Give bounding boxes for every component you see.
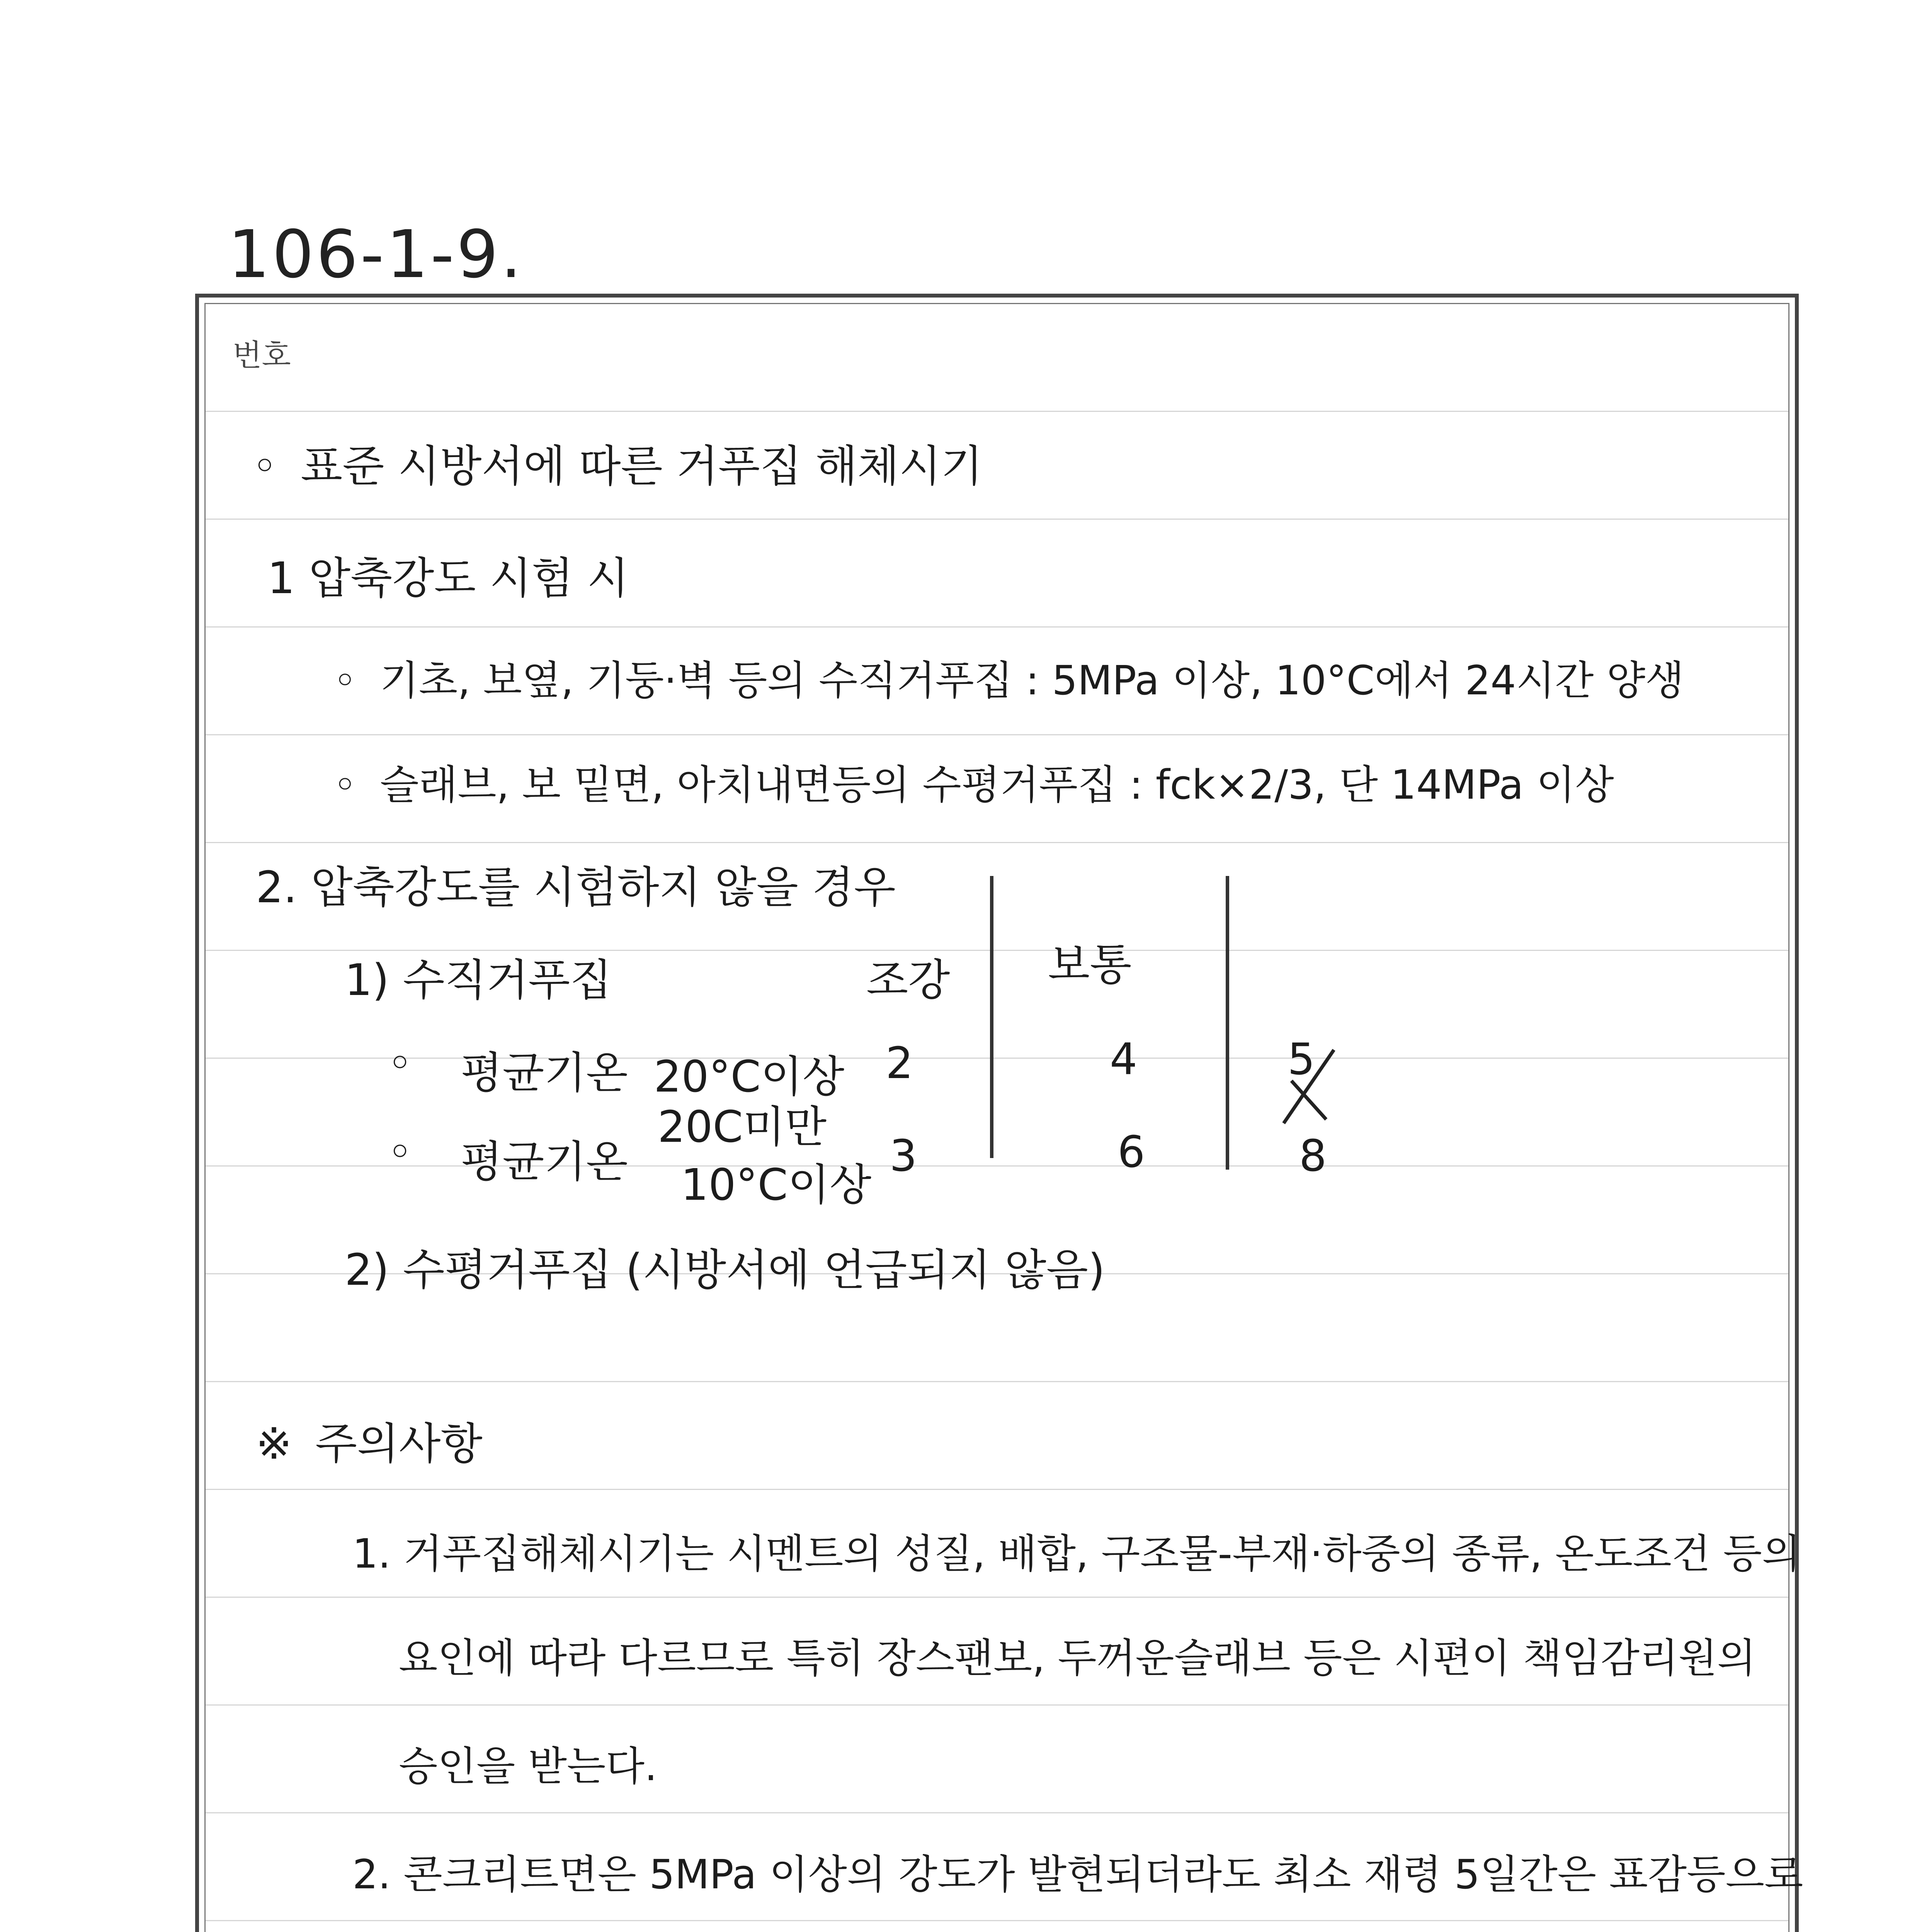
crossed-value-top: 5 [1288, 1034, 1315, 1085]
title-line [252, 432, 983, 494]
bullet-icon: ◦ [333, 657, 357, 704]
row2-normal: 6 [1118, 1127, 1145, 1177]
crossed-value-bottom: 8 [1299, 1131, 1327, 1181]
bullet-icon: ◦ [333, 761, 357, 808]
row2-condition-line1: 20C미만 [658, 1102, 827, 1152]
row2-condition-line2: 10°C이상 [681, 1160, 872, 1210]
notes-heading [256, 1409, 483, 1471]
section2-heading: 2. 압축강도를 시험하지 않을 경우 [256, 862, 896, 913]
box-label: 번호 [233, 338, 291, 373]
note1-line2: 요인에 따라 다르므로 특히 장스팬보, 두꺼운슬래브 등은 시편이 책임감리원의 [399, 1634, 1756, 1682]
strike-mark-icon [1280, 1046, 1338, 1131]
section1-item-1 [333, 648, 1684, 706]
col-header-early: 조강 [866, 955, 950, 1005]
note-frame [195, 294, 1803, 1932]
section1-heading: 1 압축강도 시험 시 [267, 553, 629, 604]
section2-sub2: 2) 수평거푸집 (시방서에 언급되지 않음) [345, 1245, 1105, 1295]
row1-bullet: ◦ [387, 1038, 413, 1088]
table-divider-2 [1226, 876, 1229, 1170]
row2-early: 3 [890, 1131, 917, 1181]
row1-condition: 20°C이상 [654, 1052, 845, 1102]
ruled-area [204, 303, 1803, 1932]
col-header-normal: 보통 [1048, 940, 1132, 990]
row1-normal: 4 [1110, 1034, 1138, 1085]
row1-label: 평균기온 [461, 1048, 628, 1098]
section2-sub1: 1) 수직거푸집 [345, 955, 612, 1005]
title-text: 표준 시방서에 따른 거푸집 해체시기 [301, 441, 983, 492]
section1-item-1-text: 기초, 보옆, 기둥·벽 등의 수직거푸집 : 5MPa 이상, 10°C에서 24시간 양생 [380, 657, 1684, 704]
page-id: 106-1-9. [228, 216, 524, 293]
reference-mark-icon: ※ [256, 1419, 292, 1469]
table-divider-1 [990, 876, 993, 1158]
title-bullet: ◦ [252, 441, 278, 492]
row2-label: 평균기온 [461, 1137, 628, 1187]
section1-item-2 [333, 752, 1614, 810]
notes-heading-text: 주의사항 [315, 1419, 483, 1469]
note1-line1: 1. 거푸집해체시기는 시멘트의 성질, 배합, 구조물-부재·하중의 종류, 온도조건 등의 [352, 1530, 1801, 1577]
row1-early: 2 [886, 1038, 913, 1088]
section1-item-2-text: 슬래브, 보 밑면, 아치내면등의 수평거푸집 : fck×2/3, 단 14MPa 이상 [380, 761, 1614, 808]
note2-line1: 2. 콘크리트면은 5MPa 이상의 강도가 발현되더라도 최소 재령 5일간은 표감등으로 [352, 1851, 1803, 1898]
row2-bullet: ◦ [387, 1127, 413, 1177]
note1-line3: 승인을 받는다. [399, 1743, 657, 1790]
